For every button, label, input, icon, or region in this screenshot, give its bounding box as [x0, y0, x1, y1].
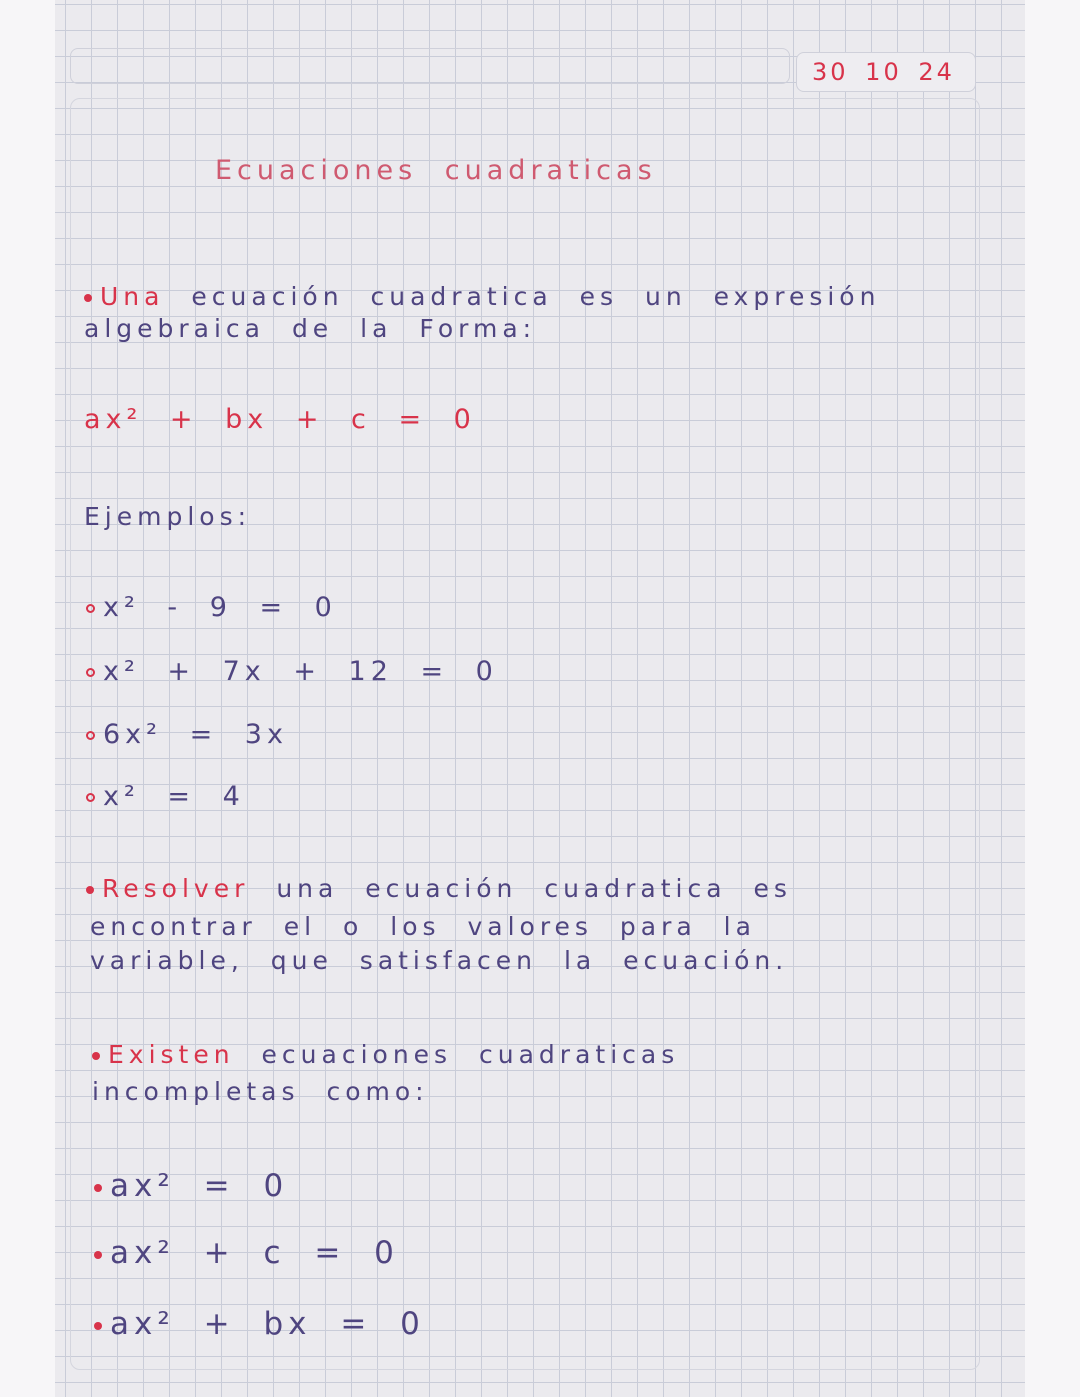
incomplete-form-2 — [94, 1235, 399, 1271]
general-form-equation: ax² + bx + c = 0 — [84, 404, 476, 435]
example-3 — [86, 719, 288, 750]
incomplete-form-text: ax² = 0 — [110, 1168, 289, 1204]
examples-heading: Ejemplos: — [84, 502, 252, 531]
incomplete-line-2: incompletas como: — [92, 1077, 429, 1106]
solve-text: una ecuación cuadratica es — [276, 874, 792, 903]
incomplete-form-text: ax² + c = 0 — [110, 1235, 399, 1271]
bullet-icon — [84, 294, 92, 302]
definition-line-1 — [84, 282, 880, 311]
bullet-icon — [92, 1052, 100, 1060]
definition-first-word: Una — [100, 282, 165, 311]
solve-first-word: Resolver — [102, 874, 250, 903]
example-text: 6x² = 3x — [103, 719, 288, 750]
date: 30 10 24 — [812, 58, 955, 86]
example-text: x² = 4 — [103, 781, 245, 812]
page-title: Ecuaciones cuadraticas — [215, 155, 657, 186]
bullet-icon — [94, 1251, 102, 1259]
bullet-icon — [86, 731, 95, 740]
bullet-icon — [94, 1184, 102, 1192]
example-1 — [86, 592, 337, 623]
example-2 — [86, 656, 498, 687]
example-4 — [86, 781, 245, 812]
definition-text: ecuación cuadratica es un expresión — [191, 282, 881, 311]
incomplete-form-3 — [94, 1306, 425, 1342]
bullet-icon — [86, 604, 95, 613]
solve-line-2: encontrar el o los valores para la — [90, 912, 756, 941]
bullet-icon — [86, 668, 95, 677]
incomplete-text: ecuaciones cuadraticas — [261, 1040, 680, 1069]
bullet-icon — [86, 886, 94, 894]
solve-line-1 — [86, 874, 792, 903]
example-text: x² - 9 = 0 — [103, 592, 337, 623]
incomplete-line-1 — [92, 1040, 679, 1069]
header-line — [70, 48, 790, 84]
incomplete-form-text: ax² + bx = 0 — [110, 1306, 425, 1342]
incomplete-first-word: Existen — [108, 1040, 235, 1069]
bullet-icon — [94, 1322, 102, 1330]
solve-line-3: variable, que satisfacen la ecuación. — [90, 946, 789, 975]
definition-line-2: algebraica de la Forma: — [84, 314, 537, 343]
incomplete-form-1 — [94, 1168, 288, 1204]
example-text: x² + 7x + 12 = 0 — [103, 656, 498, 687]
bullet-icon — [86, 793, 95, 802]
